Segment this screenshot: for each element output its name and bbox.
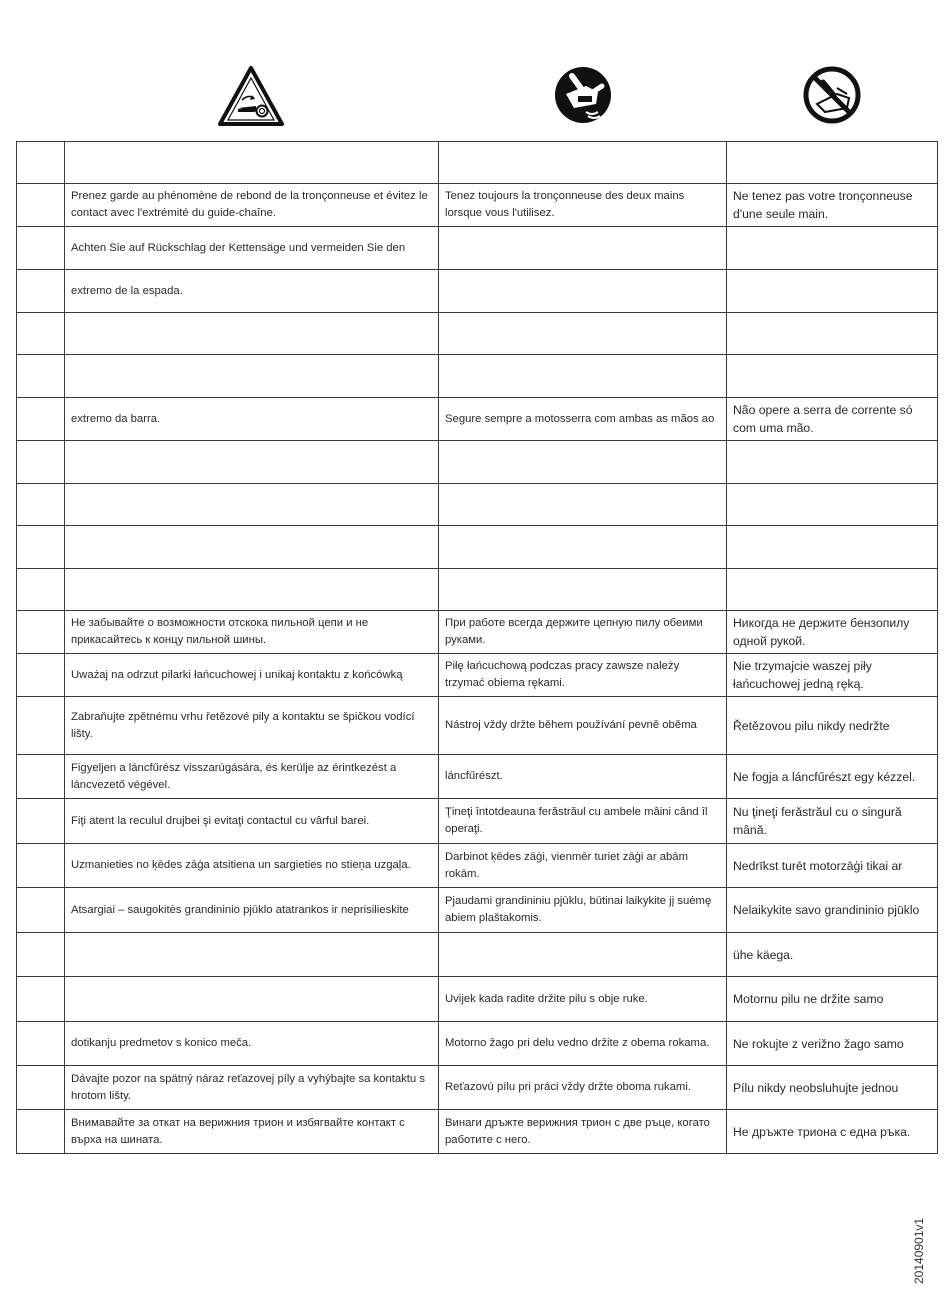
row-number-cell bbox=[17, 888, 65, 933]
one-hand-cell: Pílu nikdy neobsluhujte jednou bbox=[727, 1066, 938, 1110]
kickback-cell: Fiţi atent la reculul drujbei şi evitaţi contactul cu vârful barei. bbox=[65, 799, 439, 844]
row-number-cell bbox=[17, 484, 65, 526]
one-hand-cell bbox=[727, 355, 938, 398]
kickback-cell: Atsargiai – saugokitės grandininio pjūklo atatrankos ir neprisilieskite bbox=[65, 888, 439, 933]
two-hands-cell bbox=[439, 227, 727, 270]
table-row bbox=[17, 1022, 938, 1066]
one-hand-cell: Ne fogja a láncfűrészt egy kézzel. bbox=[727, 755, 938, 799]
kickback-cell: extremo de la espada. bbox=[65, 270, 439, 313]
one-hand-cell: ühe käega. bbox=[727, 933, 938, 977]
row-number-cell bbox=[17, 1110, 65, 1154]
one-hand-cell bbox=[727, 142, 938, 184]
table-row bbox=[17, 1110, 938, 1154]
row-number-cell bbox=[17, 142, 65, 184]
one-hand-cell: Не дръжте триона с една ръка. bbox=[727, 1110, 938, 1154]
instructions-table bbox=[16, 141, 938, 1154]
two-hands-cell: При работе всегда держите цепную пилу обеими руками. bbox=[439, 611, 727, 654]
kickback-cell bbox=[65, 313, 439, 355]
table-row bbox=[17, 270, 938, 313]
kickback-cell: Uzmanieties no ķēdes zāģa atsitiena un sargieties no stieņa uzgaļa. bbox=[65, 844, 439, 888]
row-number-cell bbox=[17, 227, 65, 270]
table-row bbox=[17, 1066, 938, 1110]
two-hands-cell bbox=[439, 355, 727, 398]
kickback-cell bbox=[65, 441, 439, 484]
kickback-cell: Zabraňujte zpětnému vrhu řetězové pily a kontaktu se špičkou vodící lišty. bbox=[65, 697, 439, 755]
one-hand-cell: Ne rokujte z verižno žago samo bbox=[727, 1022, 938, 1066]
kickback-cell: Dávajte pozor na spätný náraz reťazovej píly a vyhýbajte sa kontaktu s hrotom lišty. bbox=[65, 1066, 439, 1110]
one-hand-cell: Nelaikykite savo grandininio pjūklo bbox=[727, 888, 938, 933]
table-row bbox=[17, 654, 938, 697]
one-hand-cell: Řetězovou pilu nikdy nedržte bbox=[727, 697, 938, 755]
two-hands-cell: Nástroj vždy držte během používání pevně oběma bbox=[439, 697, 727, 755]
row-number-cell bbox=[17, 697, 65, 755]
row-number-cell bbox=[17, 799, 65, 844]
kickback-cell: Prenez garde au phénomène de rebond de la tronçonneuse et évitez le contact avec l'extrémité du guide-chaîne. bbox=[65, 184, 439, 227]
two-hands-cell: Pjaudami grandininiu pjūklu, būtinai laikykite jį suėmę abiem plaštakomis. bbox=[439, 888, 727, 933]
row-number-cell bbox=[17, 270, 65, 313]
two-hands-cell: Uvijek kada radite držite pilu s obje ruke. bbox=[439, 977, 727, 1022]
two-hands-cell bbox=[439, 526, 727, 569]
one-hand-cell bbox=[727, 569, 938, 611]
no-one-hand-icon bbox=[801, 64, 863, 126]
kickback-cell: Не забывайте о возможности отскока пильной цепи и не прикасайтесь к концу пильной шины. bbox=[65, 611, 439, 654]
row-number-cell bbox=[17, 1022, 65, 1066]
two-hands-cell: Piłę łańcuchową podczas pracy zawsze należy trzymać obiema rękami. bbox=[439, 654, 727, 697]
row-number-cell bbox=[17, 755, 65, 799]
two-hands-cell bbox=[439, 933, 727, 977]
one-hand-cell: Nu ţineţi ferăstrăul cu o singură mână. bbox=[727, 799, 938, 844]
document-number: 20140901v1 bbox=[912, 1217, 926, 1284]
two-hands-cell bbox=[439, 142, 727, 184]
kickback-cell bbox=[65, 526, 439, 569]
table-row bbox=[17, 611, 938, 654]
icon-header bbox=[0, 64, 950, 134]
row-number-cell bbox=[17, 1066, 65, 1110]
one-hand-cell: Não opere a serra de corrente só com uma mão. bbox=[727, 398, 938, 441]
table-row bbox=[17, 888, 938, 933]
table-row bbox=[17, 697, 938, 755]
kickback-cell: dotikanju predmetov s konico meča. bbox=[65, 1022, 439, 1066]
kickback-cell bbox=[65, 933, 439, 977]
one-hand-cell: Nie trzymajcie waszej piły łańcuchowej jedną ręką. bbox=[727, 654, 938, 697]
row-number-cell bbox=[17, 184, 65, 227]
table-row bbox=[17, 184, 938, 227]
two-hands-cell bbox=[439, 569, 727, 611]
one-hand-cell bbox=[727, 526, 938, 569]
row-number-cell bbox=[17, 398, 65, 441]
kickback-cell bbox=[65, 355, 439, 398]
table-row bbox=[17, 441, 938, 484]
row-number-cell bbox=[17, 654, 65, 697]
kickback-cell bbox=[65, 977, 439, 1022]
two-hands-cell: láncfűrészt. bbox=[439, 755, 727, 799]
two-hands-cell: Motorno žago pri delu vedno držite z obema rokama. bbox=[439, 1022, 727, 1066]
one-hand-cell bbox=[727, 270, 938, 313]
table-row bbox=[17, 355, 938, 398]
two-hands-cell bbox=[439, 484, 727, 526]
table-row bbox=[17, 526, 938, 569]
row-number-cell bbox=[17, 977, 65, 1022]
row-number-cell bbox=[17, 569, 65, 611]
row-number-cell bbox=[17, 313, 65, 355]
table-row bbox=[17, 755, 938, 799]
table-row bbox=[17, 227, 938, 270]
row-number-cell bbox=[17, 844, 65, 888]
one-hand-cell bbox=[727, 227, 938, 270]
kickback-cell: Uważaj na odrzut pilarki łańcuchowej i unikaj kontaktu z końcówką bbox=[65, 654, 439, 697]
one-hand-cell: Motornu pilu ne držite samo bbox=[727, 977, 938, 1022]
kickback-cell: extremo da barra. bbox=[65, 398, 439, 441]
kickback-warning-icon bbox=[216, 64, 286, 128]
two-hands-cell: Darbinot ķēdes zāģi, vienmēr turiet zāģi ar abām rokām. bbox=[439, 844, 727, 888]
one-hand-cell bbox=[727, 313, 938, 355]
table-row bbox=[17, 484, 938, 526]
table-row bbox=[17, 398, 938, 441]
two-hands-cell: Винаги дръжте верижния трион с две ръце, когато работите с него. bbox=[439, 1110, 727, 1154]
two-hands-cell bbox=[439, 270, 727, 313]
kickback-cell: Внимавайте за откат на верижния трион и избягвайте контакт с върха на шината. bbox=[65, 1110, 439, 1154]
table-row bbox=[17, 569, 938, 611]
row-number-cell bbox=[17, 611, 65, 654]
row-number-cell bbox=[17, 933, 65, 977]
one-hand-cell: Ne tenez pas votre tronçonneuse d'une seule main. bbox=[727, 184, 938, 227]
table-row bbox=[17, 313, 938, 355]
table-row bbox=[17, 799, 938, 844]
two-hands-cell bbox=[439, 441, 727, 484]
kickback-cell: Achten Sie auf Rückschlag der Kettensäge und vermeiden Sie den bbox=[65, 227, 439, 270]
row-number-cell bbox=[17, 526, 65, 569]
two-hands-cell: Ţineţi întotdeauna ferăstrăul cu ambele mâini când îl operaţi. bbox=[439, 799, 727, 844]
table-row bbox=[17, 142, 938, 184]
one-hand-cell bbox=[727, 484, 938, 526]
two-hands-cell: Reťazovú pílu pri práci vždy držte oboma rukami. bbox=[439, 1066, 727, 1110]
kickback-cell bbox=[65, 142, 439, 184]
kickback-cell: Figyeljen a láncfűrész visszarúgására, és kerülje az érintkezést a láncvezető végével. bbox=[65, 755, 439, 799]
one-hand-cell: Никогда не держите бензопилу одной рукой. bbox=[727, 611, 938, 654]
two-hands-grip-icon bbox=[552, 64, 614, 126]
row-number-cell bbox=[17, 441, 65, 484]
two-hands-cell: Segure sempre a motosserra com ambas as mãos ao bbox=[439, 398, 727, 441]
row-number-cell bbox=[17, 355, 65, 398]
two-hands-cell bbox=[439, 313, 727, 355]
one-hand-cell bbox=[727, 441, 938, 484]
kickback-cell bbox=[65, 484, 439, 526]
kickback-cell bbox=[65, 569, 439, 611]
two-hands-cell: Tenez toujours la tronçonneuse des deux mains lorsque vous l'utilisez. bbox=[439, 184, 727, 227]
one-hand-cell: Nedrīkst turēt motorzāģi tikai ar bbox=[727, 844, 938, 888]
table-row bbox=[17, 977, 938, 1022]
table-row bbox=[17, 844, 938, 888]
table-row bbox=[17, 933, 938, 977]
